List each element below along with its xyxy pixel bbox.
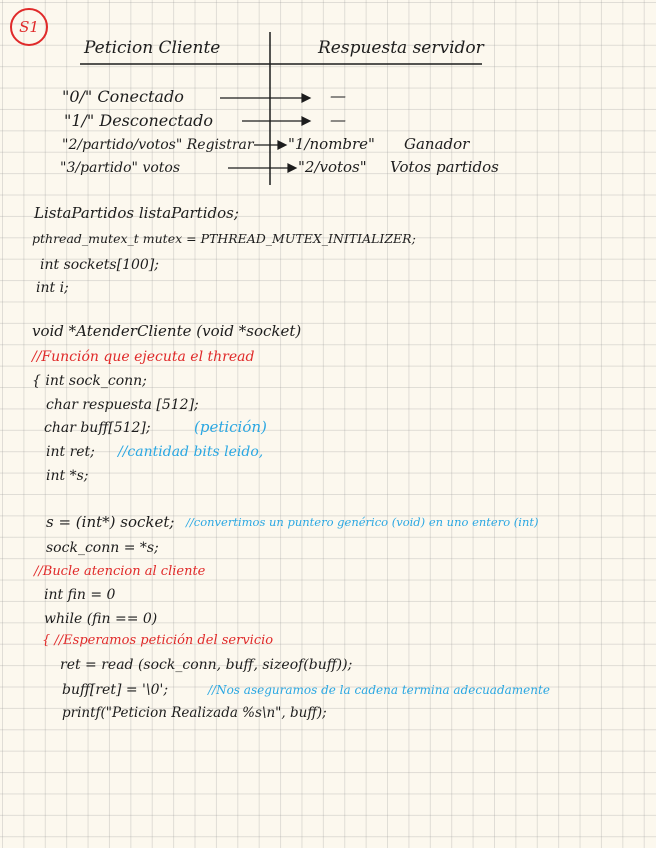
code-decl-buff: char buff[512];: [44, 420, 151, 436]
code-global-i: int i;: [36, 280, 69, 296]
code-while-line: while (fin == 0): [44, 611, 158, 627]
request-column-header: Peticion Cliente: [84, 38, 221, 58]
code-function-comment: //Función que ejecuta el thread: [32, 349, 255, 365]
code-decl-respuesta: char respuesta [512];: [46, 397, 199, 413]
code-global-mutex: pthread_mutex_t mutex = PTHREAD_MUTEX_INITIALIZER;: [32, 231, 416, 246]
code-term-comment: //Nos aseguramos de la cadena termina adecuadamente: [208, 683, 550, 697]
response-row-0: —: [330, 86, 346, 105]
code-assign-line: sock_conn = *s;: [46, 540, 159, 556]
arrowhead-row-3: [288, 164, 296, 172]
code-cast-line: s = (int*) socket;: [46, 513, 175, 531]
request-row-2: "2/partido/votos" Registrar: [62, 137, 254, 153]
code-term-line: buff[ret] = '\0';: [62, 682, 169, 698]
code-decl-buff-comment: (petición): [194, 418, 267, 436]
code-cast-comment: //convertimos un puntero genérico (void) en uno entero (int): [186, 515, 539, 529]
code-decl-s: int *s;: [46, 468, 89, 484]
request-row-3: "3/partido" votos: [60, 160, 181, 176]
response-row-2: "1/nombre": [288, 135, 375, 153]
note-row-3: Votos partidos: [390, 158, 499, 176]
code-decl-sock: { int sock_conn;: [32, 373, 147, 389]
code-global-sockets: int sockets[100];: [40, 257, 159, 273]
code-printf-line: printf("Peticion Realizada %s\n", buff);: [62, 705, 327, 721]
response-row-3: "2/votos": [298, 158, 367, 176]
arrowhead-row-1: [302, 117, 310, 125]
note-row-2: Ganador: [404, 135, 470, 153]
code-function-signature: void *AtenderCliente (void *socket): [32, 322, 302, 340]
arrowhead-row-0: [302, 94, 310, 102]
code-read-line: ret = read (sock_conn, buff, sizeof(buff));: [60, 657, 353, 673]
code-global-lista: ListaPartidos listaPartidos;: [34, 204, 239, 222]
request-row-1: "1/" Desconectado: [64, 111, 214, 130]
code-fin-line: int fin = 0: [44, 587, 116, 603]
arrowhead-row-2: [278, 141, 286, 149]
code-wait-comment: { //Esperamos petición del servicio: [42, 633, 274, 648]
response-row-1: —: [330, 110, 346, 129]
code-loop-comment: //Bucle atencion al cliente: [34, 564, 206, 579]
response-column-header: Respuesta servidor: [318, 38, 484, 58]
code-decl-ret: int ret;: [46, 444, 95, 460]
code-decl-ret-comment: //cantidad bits leido,: [118, 444, 264, 460]
request-row-0: "0/" Conectado: [62, 87, 184, 106]
page-number-badge: S1: [10, 8, 48, 46]
